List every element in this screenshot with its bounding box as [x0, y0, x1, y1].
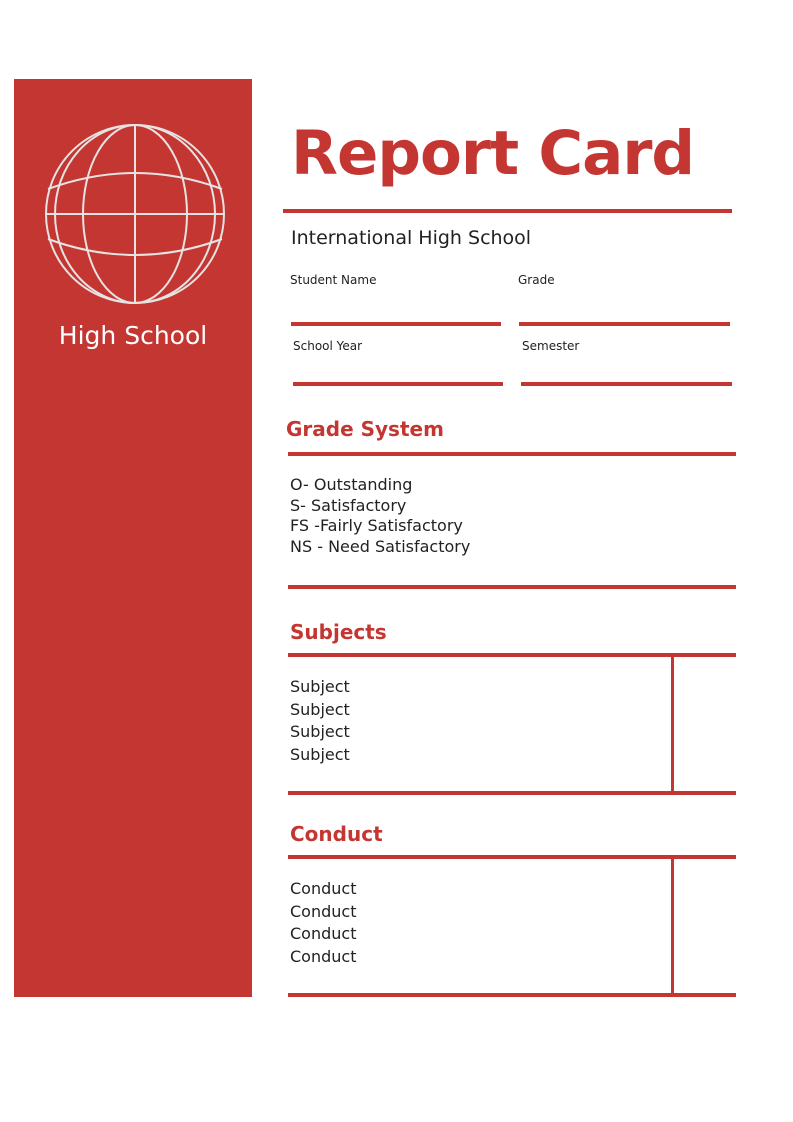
list-item: Conduct	[290, 879, 357, 898]
list-item: FS -Fairly Satisfactory	[290, 516, 463, 535]
conduct-list	[290, 878, 356, 968]
list-item: NS - Need Satisfactory	[290, 536, 471, 556]
sidebar	[14, 79, 252, 997]
list-item: Subject	[290, 744, 350, 764]
conduct-column-divider	[671, 857, 674, 995]
grade-system-top-rule	[288, 452, 736, 456]
school-year-label: School Year	[293, 339, 363, 353]
list-item: Conduct	[290, 901, 357, 921]
list-item: Subject	[290, 677, 350, 696]
subjects-bottom-rule	[288, 791, 736, 795]
list-item: Subject	[290, 699, 350, 719]
grade-label: Grade	[518, 273, 555, 287]
globe-icon	[44, 123, 226, 305]
conduct-top-rule	[288, 855, 736, 859]
list-item: O- Outstanding	[290, 475, 413, 494]
subjects-column-divider	[671, 655, 674, 793]
title-divider	[283, 209, 732, 213]
list-item: S- Satisfactory	[290, 495, 407, 515]
grade-field[interactable]	[519, 322, 730, 326]
sidebar-title: High School	[58, 321, 208, 350]
grade-system-list	[290, 474, 470, 558]
subjects-heading: Subjects	[290, 620, 387, 644]
list-item: Subject	[290, 722, 350, 741]
subjects-list	[290, 676, 350, 766]
page-title: Report Card	[291, 118, 695, 189]
student-name-field[interactable]	[291, 322, 501, 326]
semester-label: Semester	[522, 339, 580, 353]
school-year-field[interactable]	[293, 382, 503, 386]
student-name-label: Student Name	[290, 273, 377, 287]
list-item: Conduct	[290, 924, 357, 943]
conduct-heading: Conduct	[290, 822, 383, 846]
semester-field[interactable]	[521, 382, 732, 386]
school-name: International High School	[291, 227, 532, 249]
grade-system-heading: Grade System	[286, 417, 444, 441]
grade-system-bottom-rule	[288, 585, 736, 589]
subjects-top-rule	[288, 653, 736, 657]
list-item: Conduct	[290, 946, 357, 966]
conduct-bottom-rule	[288, 993, 736, 997]
